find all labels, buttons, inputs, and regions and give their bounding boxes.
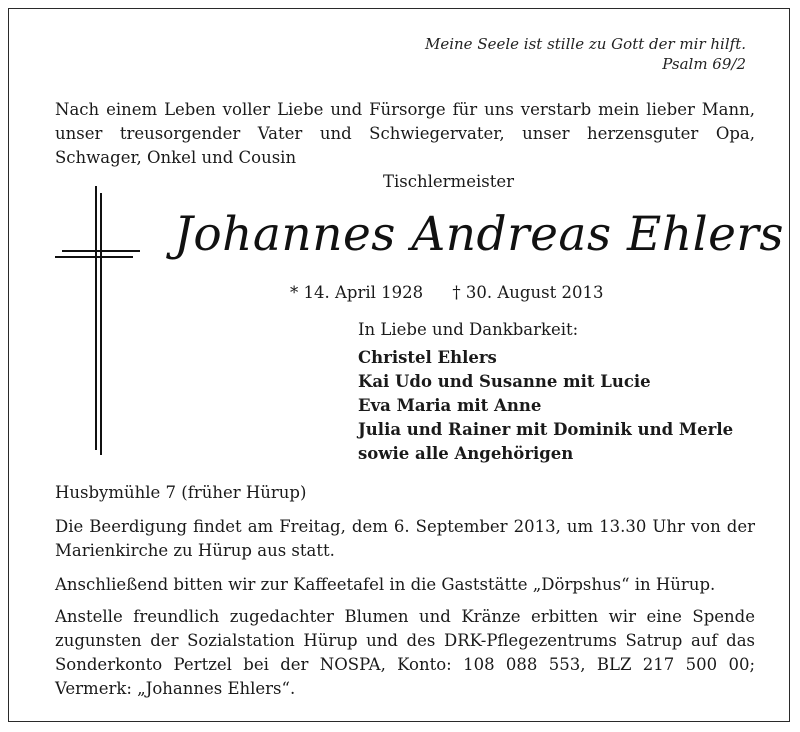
funeral-info: Die Beerdigung findet am Freitag, dem 6. September 2013, um 13.30 Uhr von der Marienkirche zu Hürup aus statt.: [55, 517, 755, 560]
address-line: Husbymühle 7 (früher Hürup): [55, 483, 307, 502]
birth-date: * 14. April 1928: [290, 283, 424, 302]
death-date: † 30. August 2013: [452, 283, 604, 302]
motto-quote: Meine Seele ist stille zu Gott der mir hilft.: [424, 35, 746, 53]
family-list: [358, 346, 733, 466]
deceased-name: Johannes Andreas Ehlers: [174, 207, 785, 262]
coffee-info: Anschließend bitten wir zur Kaffeetafel in die Gaststätte „Dörpshus“ in Hürup.: [55, 575, 716, 594]
motto-reference: Psalm 69/2: [662, 55, 746, 73]
family-member: Julia und Rainer mit Dominik und Merle: [358, 420, 734, 439]
thanks-line: In Liebe und Dankbarkeit:: [358, 320, 579, 339]
donation-info: Anstelle freundlich zugedachter Blumen und Kränze erbitten wir eine Spende zugunsten der Sozialstation Hürup und des DRK-Pflegezentrums Satrup auf das Sonderkonto Pertzel bei der NOSPA, Konto: 108 088 553, BLZ 217 500 00; Vermerk: „Johannes Ehlers“.: [55, 607, 755, 698]
psalm-motto: [425, 34, 746, 74]
profession-title: Tischlermeister: [383, 172, 514, 191]
family-member: Christel Ehlers: [358, 348, 497, 367]
family-member: sowie alle Angehörigen: [358, 444, 574, 463]
life-dates: [290, 281, 627, 305]
family-member: Eva Maria mit Anne: [358, 396, 542, 415]
family-member: Kai Udo und Susanne mit Lucie: [358, 372, 651, 391]
intro-text: Nach einem Leben voller Liebe und Fürsorge für uns verstarb mein lieber Mann, unser treusorgender Vater und Schwiegervater, unser herzensguter Opa, Schwager, Onkel und Cousin: [55, 100, 755, 167]
